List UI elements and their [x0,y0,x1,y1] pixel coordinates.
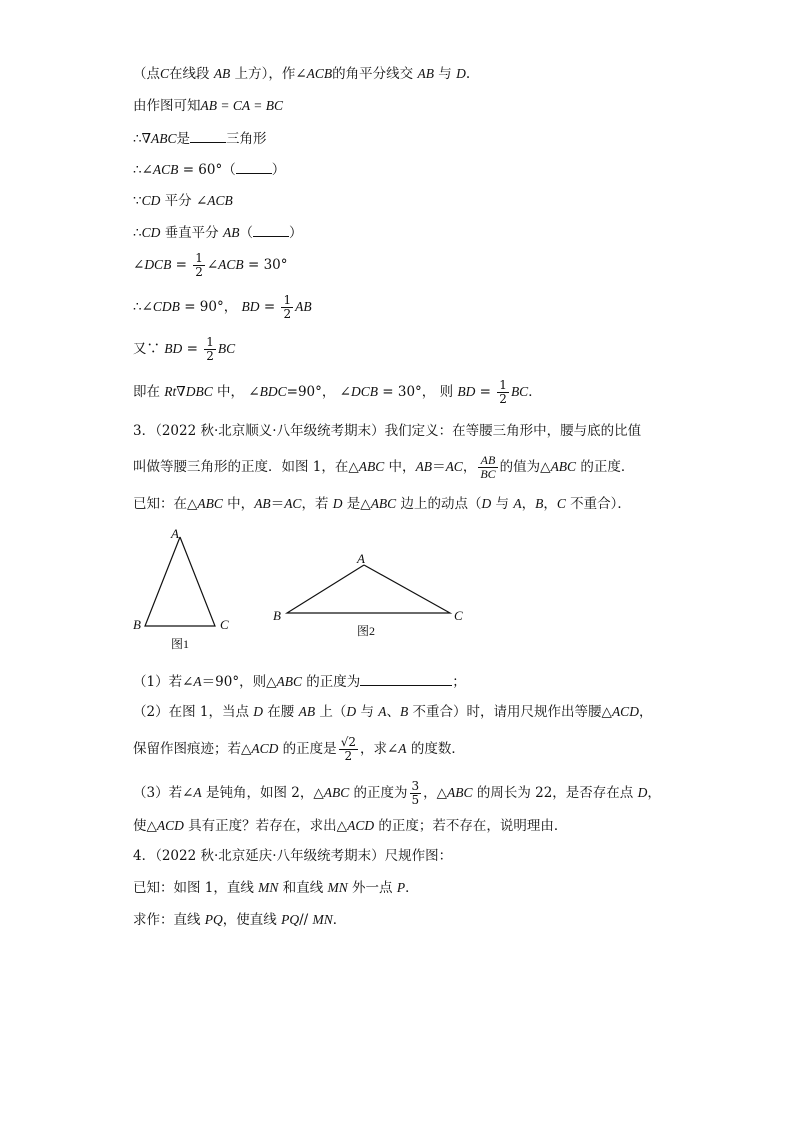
text: A [378,704,387,719]
text: 叫做等腰三角形的正度．如图 1，在△ [133,459,359,475]
text: A [193,674,202,689]
text: D [637,785,648,800]
text: 和直线 [278,880,328,896]
text: BC [510,384,529,399]
text: ACB [218,257,244,272]
q3-line-1 [133,421,641,441]
text: AC [445,459,463,474]
proof-line-8 [133,294,312,321]
q4-line-3 [133,910,346,930]
text: = [475,384,496,400]
text: 中， [384,459,416,475]
text: 的正度为 [301,674,361,690]
text: D [456,66,466,81]
numerator: 1 [195,251,203,265]
answer-blank[interactable] [253,222,289,237]
text: = [182,341,203,357]
text: 保留作图痕迹；若△ [133,741,252,757]
text: ，△ [423,785,448,801]
text: ，若 [301,496,333,512]
text: 平分 ∠ [160,193,208,209]
text: ACD [156,818,184,833]
text: AB [298,704,316,719]
text: ＝ [270,496,285,512]
vertex-label-a: A [171,526,179,541]
fraction [193,252,205,279]
text: ∵ [133,193,142,209]
text: 边上的动点（ [396,496,482,512]
text: = [259,299,280,315]
text: = 60°（ [178,162,236,178]
text: = 90°， [179,299,242,315]
text: 三角形 [226,131,267,147]
text: BC [217,341,236,356]
fraction [204,336,216,363]
proof-line-5 [133,191,233,211]
numerator: 3 [411,779,420,793]
text: CDB [152,299,180,314]
text: AB [415,459,433,474]
text: ABC [370,496,397,511]
text: BDC [259,384,287,399]
text: D [253,704,264,719]
vertex-label-c: C [220,617,229,632]
text: 已知：在△ [133,496,198,512]
text: 的正度． [576,459,635,475]
proof-line-9 [133,336,235,363]
text: 是 [176,131,191,147]
text: 与 [356,704,379,720]
text: ． [332,912,347,928]
text: ∴ [133,225,142,241]
denominator: 2 [206,349,214,363]
text: B [400,704,409,719]
text: ACB [306,66,333,81]
vertex-label-b: B [133,617,141,632]
text: 垂直平分 [160,225,223,241]
proof-line-4 [133,159,285,180]
text: D [346,704,357,719]
text: AB [295,299,312,314]
vertex-label-a: A [357,551,365,566]
text: ACB [152,162,179,177]
text: 在腰 [263,704,299,720]
triangle-abc-fig1 [145,537,215,626]
text: BD [241,299,260,314]
numerator: √2 [340,735,356,749]
text: ABC [447,785,473,800]
text: ， [462,459,477,475]
text: ACB [207,193,233,208]
text: ） [271,162,286,178]
vertex-label-c: C [454,608,463,623]
text: 在线段 [169,66,210,82]
text: =90°， ∠ [286,384,351,400]
denominator: 2 [344,749,353,763]
text: B [535,496,544,511]
text: ， [521,496,536,512]
text: ， [638,704,653,720]
text: P [396,880,406,895]
text: ＝ [432,459,446,475]
q3-sub-2-line-1 [133,702,652,722]
text: ACD [251,741,279,756]
q3-sub-2-line-2 [133,736,465,763]
text: // [299,912,313,928]
q3-sub-3-line-1 [133,780,661,807]
text: A [513,496,522,511]
text: = 30°， 则 [377,384,458,400]
fraction [410,780,422,807]
text: 的正度；若不存在，说明理由． [374,818,568,834]
text: ＝90°，则△ [201,674,277,690]
text: （ [239,225,253,241]
denominator: 2 [195,265,203,279]
text: 与 [491,496,514,512]
text: ∴∠ [133,299,153,315]
text: ） [288,225,303,241]
text: ； [452,674,466,690]
denominator: 2 [499,392,507,406]
text: ． [405,880,419,896]
q3-sub-1 [133,671,466,692]
q3-line-2 [133,454,634,481]
text: CD [141,225,161,240]
text: 是△ [342,496,371,512]
text: = [171,257,192,273]
q3-line-3 [133,494,631,514]
text: C [556,496,566,511]
text: （3）若∠ [133,785,194,801]
text: 不重合）． [565,496,631,512]
text: ∴∠ [133,162,153,178]
text: 使△ [133,818,157,834]
text: 、 [386,704,400,720]
text: 的正度是 [278,741,337,757]
text: AB [222,225,240,240]
text: ABC [276,674,302,689]
text: = 30° [243,257,288,273]
text: PQ [204,912,223,927]
figure-2 [273,551,463,638]
answer-blank[interactable] [236,159,272,174]
text: AB [213,66,231,81]
triangle-abc-fig2 [287,565,450,613]
text: C [160,66,170,81]
numerator: AB [478,454,497,468]
text: 与 [438,66,452,82]
text: ABC [197,496,223,511]
text: ACD [347,818,375,833]
text: D [332,496,343,511]
numerator: 1 [499,378,507,392]
text: （1）若∠ [133,674,194,690]
text: ABC [323,785,350,800]
text: 上方），作∠ [234,66,307,82]
denominator: 5 [411,793,420,807]
text: 的度数． [406,741,465,757]
text: 已知：如图 1，直线 [133,880,259,896]
text: DCB [144,257,172,272]
figure-caption: 图2 [357,624,376,638]
text: A [193,785,202,800]
text: CD [141,193,161,208]
text: PQ [281,912,300,927]
text: MN [312,912,333,927]
text: 中， [222,496,255,512]
text: ，求∠ [359,741,399,757]
text: AB [254,496,271,511]
text: ACD [611,704,639,719]
text: MN [258,880,279,895]
q4-line-2 [133,878,419,898]
text: ， [543,496,557,512]
fraction [339,736,358,763]
text: BD [457,384,476,399]
text: 3．（2022 秋·北京顺义·八年级统考期末）我们定义：在等腰三角形中，腰与底的比值 [133,423,642,439]
text: 的值为△ [499,459,551,475]
text: AC [284,496,302,511]
proof-line-3 [133,128,267,149]
text: AB = CA = BC [200,98,283,113]
answer-blank[interactable] [190,128,226,143]
text: DBC [185,384,213,399]
text: 的周长为 22，是否存在点 [472,785,638,801]
numerator: 1 [283,293,292,307]
numerator: 1 [206,335,214,349]
text: DCB [350,384,378,399]
text: D [481,496,492,511]
text: MN [327,880,348,895]
triangle-figures [0,525,794,655]
text: A [398,741,407,756]
text: 又∵ [133,341,165,357]
text: AB [417,66,434,81]
fraction [497,379,509,406]
text: 即在 [133,384,165,400]
text: 是钝角，如图 2，△ [201,785,324,801]
text: 中， ∠ [212,384,260,400]
proof-line-7 [133,252,288,279]
text: （2）在图 1，当点 [133,704,254,720]
fraction [478,454,497,481]
text: 上（ [315,704,347,720]
text: 求作：直线 [133,912,205,928]
text: 外一点 [347,880,397,896]
proof-line-1 [133,64,470,84]
text: Rt [164,384,177,399]
text: ． [528,384,542,400]
denominator: BC [480,467,496,481]
text: ABC [358,459,385,474]
text: ∠ [133,257,145,273]
q4-line-1 [133,846,452,866]
proof-line-10 [133,379,542,406]
text: 不重合）时，请用尺规作出等腰△ [408,704,612,720]
text: ∴∇ [133,131,152,147]
text: 的角平分线交 [332,66,414,82]
denominator: 2 [283,307,292,321]
proof-line-2 [133,96,283,116]
text: （点 [133,66,160,82]
text: 的正度为 [349,785,408,801]
text: ABC [151,131,177,146]
text: 具有正度？若存在，求出△ [183,818,348,834]
proof-line-6 [133,222,302,243]
text: 由作图可知 [133,98,201,114]
figure-1 [133,526,229,651]
text: BD [164,341,183,356]
figure-caption: 图1 [171,637,190,651]
vertex-label-b: B [273,608,281,623]
text: ABC [550,459,577,474]
q3-sub-3-line-2 [133,816,567,836]
text: ∠ [206,257,219,273]
answer-blank[interactable] [360,671,452,686]
text: . [465,66,471,82]
text: ∇ [176,384,186,400]
text: ，使直线 [222,912,282,928]
text: ， [647,785,661,801]
text: 4．（2022 秋·北京延庆·八年级统考期末）尺规作图： [133,848,453,864]
fraction [281,294,293,321]
